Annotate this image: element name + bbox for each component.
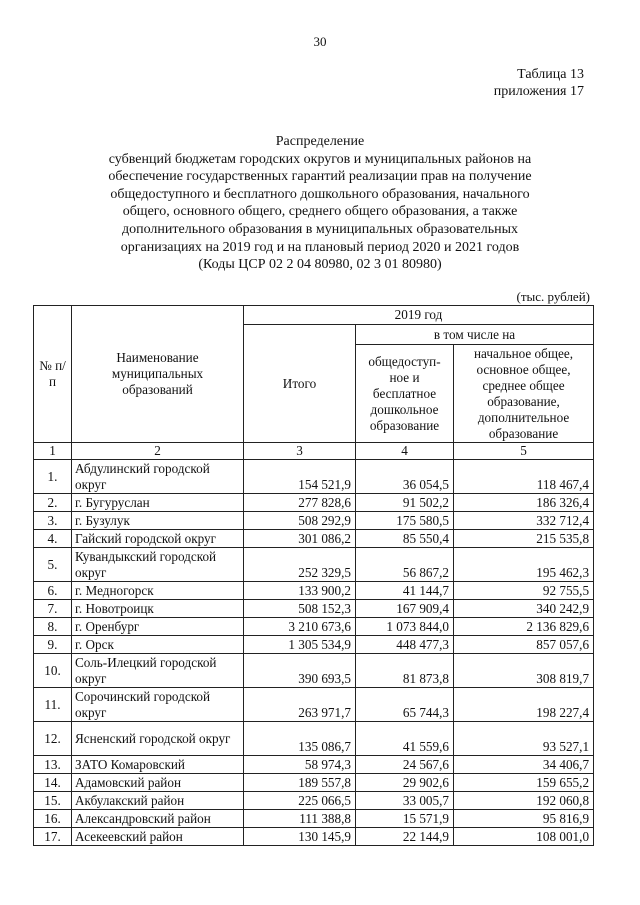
row-num: 1. — [34, 460, 72, 494]
title-line: субвенций бюджетам городских округов и муниципальных районов на — [108, 151, 532, 167]
row-general: 108 001,0 — [454, 828, 594, 846]
row-name: Абдулинский городской округ — [72, 460, 244, 494]
row-general: 92 755,5 — [454, 582, 594, 600]
row-name: Ясненский городской округ — [72, 722, 244, 756]
row-general: 159 655,2 — [454, 774, 594, 792]
row-preschool: 91 502,2 — [356, 494, 454, 512]
row-total: 133 900,2 — [244, 582, 356, 600]
title-line: (Коды ЦСР 02 2 04 80980, 02 3 01 80980) — [198, 257, 442, 273]
row-total: 1 305 534,9 — [244, 636, 356, 654]
table-ref-line2: приложения 17 — [493, 84, 584, 99]
row-preschool: 175 580,5 — [356, 512, 454, 530]
row-name: ЗАТО Комаровский — [72, 756, 244, 774]
row-preschool: 36 054,5 — [356, 460, 454, 494]
table-row — [34, 722, 594, 756]
title-line: Распределение — [275, 134, 365, 149]
row-total: 263 971,7 — [244, 688, 356, 722]
col-number: 3 — [244, 443, 356, 460]
row-num: 8. — [34, 618, 72, 636]
header-including: в том числе на — [356, 325, 594, 345]
row-general: 195 462,3 — [454, 548, 594, 582]
row-total: 189 557,8 — [244, 774, 356, 792]
row-num: 14. — [34, 774, 72, 792]
table-row — [34, 460, 594, 494]
title-line: общего, основного общего, среднего общего образования, а также — [122, 204, 518, 220]
row-name: Александровский район — [72, 810, 244, 828]
header-total: Итого — [244, 325, 356, 443]
row-num: 11. — [34, 688, 72, 722]
row-general: 93 527,1 — [454, 722, 594, 756]
row-general: 340 242,9 — [454, 600, 594, 618]
header-name: Наименование муниципальных образований — [72, 306, 244, 443]
row-name: Соль-Илецкий городской округ — [72, 654, 244, 688]
row-general: 308 819,7 — [454, 654, 594, 688]
row-num: 16. — [34, 810, 72, 828]
row-total: 390 693,5 — [244, 654, 356, 688]
col-number: 5 — [454, 443, 594, 460]
table-reference — [494, 66, 584, 100]
row-total: 130 145,9 — [244, 828, 356, 846]
table-row — [34, 792, 594, 810]
row-total: 111 388,8 — [244, 810, 356, 828]
table-row — [34, 494, 594, 512]
table-row — [34, 810, 594, 828]
row-general: 118 467,4 — [454, 460, 594, 494]
row-preschool: 65 744,3 — [356, 688, 454, 722]
row-name: Адамовский район — [72, 774, 244, 792]
row-preschool: 33 005,7 — [356, 792, 454, 810]
row-preschool: 24 567,6 — [356, 756, 454, 774]
row-preschool: 85 550,4 — [356, 530, 454, 548]
row-preschool: 41 144,7 — [356, 582, 454, 600]
row-name: г. Оренбург — [72, 618, 244, 636]
row-total: 252 329,5 — [244, 548, 356, 582]
row-name: г. Новотроицк — [72, 600, 244, 618]
row-num: 7. — [34, 600, 72, 618]
row-num: 17. — [34, 828, 72, 846]
table-ref-line1: Таблица 13 — [517, 67, 584, 82]
row-total: 508 292,9 — [244, 512, 356, 530]
row-general: 2 136 829,6 — [454, 618, 594, 636]
table-row — [34, 756, 594, 774]
row-general: 198 227,4 — [454, 688, 594, 722]
row-total: 225 066,5 — [244, 792, 356, 810]
table-row — [34, 774, 594, 792]
row-num: 4. — [34, 530, 72, 548]
row-preschool: 167 909,4 — [356, 600, 454, 618]
table-row — [34, 618, 594, 636]
row-name: Сорочинский городской округ — [72, 688, 244, 722]
table-row — [34, 600, 594, 618]
row-num: 13. — [34, 756, 72, 774]
row-num: 12. — [34, 722, 72, 756]
row-num: 5. — [34, 548, 72, 582]
title-line: общедоступного и бесплатного дошкольного образования, начального — [110, 186, 530, 202]
header-general: начальное общее, основное общее, среднее общее образование, дополнительное образование — [454, 345, 594, 443]
row-total: 58 974,3 — [244, 756, 356, 774]
row-num: 3. — [34, 512, 72, 530]
row-preschool: 22 144,9 — [356, 828, 454, 846]
row-general: 332 712,4 — [454, 512, 594, 530]
row-total: 301 086,2 — [244, 530, 356, 548]
row-name: г. Бугуруслан — [72, 494, 244, 512]
row-num: 6. — [34, 582, 72, 600]
row-name: Акбулакский район — [72, 792, 244, 810]
row-preschool: 56 867,2 — [356, 548, 454, 582]
row-num: 10. — [34, 654, 72, 688]
row-total: 508 152,3 — [244, 600, 356, 618]
header-num: № п/п — [34, 306, 72, 443]
subvention-table — [33, 305, 594, 846]
table-row — [34, 828, 594, 846]
table-row — [34, 582, 594, 600]
title-line: организациях на 2019 год и на плановый период 2020 и 2021 годов — [120, 239, 520, 255]
table-row — [34, 636, 594, 654]
row-name: г. Медногорск — [72, 582, 244, 600]
document-title — [100, 133, 540, 274]
row-general: 186 326,4 — [454, 494, 594, 512]
col-number: 4 — [356, 443, 454, 460]
row-general: 857 057,6 — [454, 636, 594, 654]
row-preschool: 1 073 844,0 — [356, 618, 454, 636]
row-num: 15. — [34, 792, 72, 810]
table-row — [34, 654, 594, 688]
row-total: 135 086,7 — [244, 722, 356, 756]
row-total: 3 210 673,6 — [244, 618, 356, 636]
row-general: 95 816,9 — [454, 810, 594, 828]
units-label: (тыс. рублей) — [516, 289, 590, 304]
row-preschool: 448 477,3 — [356, 636, 454, 654]
row-name: Кувандыкский городской округ — [72, 548, 244, 582]
row-num: 9. — [34, 636, 72, 654]
row-name: Гайский городской округ — [72, 530, 244, 548]
title-line: дополнительного образования в муниципальных образовательных — [121, 221, 519, 237]
row-preschool: 81 873,8 — [356, 654, 454, 688]
row-name: г. Бузулук — [72, 512, 244, 530]
row-preschool: 15 571,9 — [356, 810, 454, 828]
table-row — [34, 512, 594, 530]
row-name: г. Орск — [72, 636, 244, 654]
table-row — [34, 530, 594, 548]
title-line: обеспечение государственных гарантий реализации прав на получение — [108, 169, 532, 185]
header-year: 2019 год — [244, 306, 594, 325]
header-preschool: общедоступ-ное и бесплатное дошкольное образование — [356, 345, 454, 443]
table-row — [34, 548, 594, 582]
row-total: 277 828,6 — [244, 494, 356, 512]
page-number: 30 — [313, 34, 327, 49]
row-general: 192 060,8 — [454, 792, 594, 810]
row-preschool: 41 559,6 — [356, 722, 454, 756]
col-number: 2 — [72, 443, 244, 460]
row-num: 2. — [34, 494, 72, 512]
row-general: 215 535,8 — [454, 530, 594, 548]
row-general: 34 406,7 — [454, 756, 594, 774]
col-number: 1 — [34, 443, 72, 460]
table-row — [34, 688, 594, 722]
row-preschool: 29 902,6 — [356, 774, 454, 792]
row-total: 154 521,9 — [244, 460, 356, 494]
row-name: Асекеевский район — [72, 828, 244, 846]
